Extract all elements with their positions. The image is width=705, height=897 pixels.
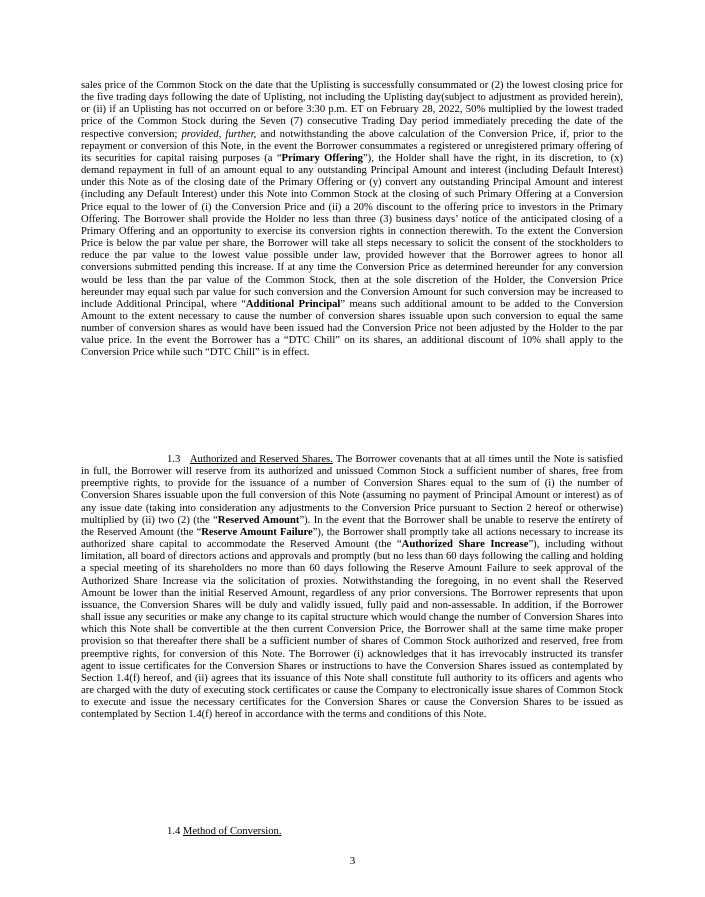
italic-run: provided, further, (181, 128, 257, 140)
defined-term-authorized-share-increase: Authorized Share Increase (401, 539, 529, 551)
text-run: sales price of the Common Stock on the date that the Uplisting is successfully consummated or (2) the lowest closing price for the five trading days following the date of Uplisting, not including the Uplisting day(subject to adjustment as provided herein), or (ii) if an Uplisting has not occurred on or before 3:30 p.m. ET on February 28, 2022, 50% multiplied by the lowest traded price of the Common Stock during the Seven (7) consecutive Trading Day period immediately preceding the date of the respective conversion; (81, 80, 623, 140)
text-run: The Borrower covenants that at all times until the Note is satisfied in full, the Borrower will reserve from its authorized and unissued Common Stock a sufficient number of shares, free from preemptive rights, to provide for the issuance of a number of Conversion Shares equal to the sum of (i) the number of Conversion Shares issuable upon the full conversion of this Note (assuming no payment of Principal Amount or interest) as of any issue date (taking into consideration any adjustments to the Conversion Price pursuant to Section 2 hereof or otherwise) multiplied by (ii) two (2) (the “ (81, 454, 623, 526)
section-title: Method of Conversion. (182, 826, 282, 837)
defined-term-reserve-amount-failure: Reserve Amount Failure (201, 526, 313, 538)
paragraph-conversion-price (81, 80, 623, 360)
page-number: 3 (349, 855, 356, 867)
text-run: ”). In the event that the Borrower shall be unable to reserve the entirety of the Reserved Amount (the “ (81, 514, 623, 538)
text-run: ”), the Holder shall have the right, in its discretion, to (x) demand repayment in full of an amount equal to any outstanding Principal Amount and interest (including Default Interest) under this Note as of the closing date of the Primary Offering or (y) convert any outstanding Principal Amount and interest (including any Default Interest) under this Note into Common Stock at the closing of such Primary Offering at a Conversion Price equal to the lower of (i) the Conversion Price and (ii) a 20% discount to the offering price to investors in the Primary Offering. The Borrower shall provide the Holder no less than three (3) business days’ notice of the anticipated closing of a Primary Offering and an opportunity to exercise its conversion rights in connection therewith. To the extent the Conversion Price is below the par value per share, the Borrower will take all steps necessary to solicit the consent of the stockholders to reduce the par value to the lowest value possible under law, provided however that the Borrower agrees to honor all conversions submitted pending this increase. If at any time the Conversion Price as determined hereunder for any conversion would be less than the par value of the Common Stock, then at the sole discretion of the Holder, the Conversion Price hereunder may equal such par value for such conversion and the Conversion Amount for such conversion may be increased to include Additional Principal, where “ (81, 152, 623, 310)
defined-term-additional-principal: Additional Principal (245, 298, 341, 310)
text-run: and notwithstanding the above calculation of the Conversion Price, if, prior to the repayment or conversion of this Note, in the event the Borrower consummates a registered or unregistered primary offering of its securities for capital raising purposes (a “ (81, 128, 623, 164)
defined-term-primary-offering: Primary Offering (281, 152, 363, 164)
section-title: Authorized and Reserved Shares. (189, 454, 333, 465)
defined-term-reserved-amount: Reserved Amount (217, 514, 300, 526)
section-number: 1.3 (167, 454, 181, 465)
text-run: ”), including without limitation, all board of directors actions and approvals and promptly (but no less than 60 days following the calling and holding a special meeting of its shareholders no more than 60 days following the Reserve Amount Failure to seek approval of the Authorized Share Increase via the solicitation of proxies. Notwithstanding the foregoing, in no event shall the Reserved Amount be lower than the initial Reserved Amount, regardless of any prior conversions. The Borrower represents that upon issuance, the Conversion Shares will be duly and validly issued, fully paid and non-assessable. In addition, if the Borrower shall issue any securities or make any change to its capital structure which would change the number of Conversion Shares into which this Note shall be convertible at the then current Conversion Price, the Borrower shall at the same time make proper provision so that thereafter there shall be a sufficient number of shares of Common Stock authorized and reserved, free from preemptive rights, for conversion of this Note. The Borrower (i) acknowledges that it has irrevocably instructed its transfer agent to issue certificates for the Conversion Shares or instructions to have the Conversion Shares issued as contemplated by Section 1.4(f) hereof, and (ii) agrees that its issuance of this Note shall constitute full authority to its officers and agents who are charged with the duty of executing stock certificates or cause the Company to electronically issue shares of Common Stock to execute and issue the necessary certificates for the Conversion Shares or cause the Conversion Shares to be issued as contemplated by Section 1.4(f) hereof in accordance with the terms and conditions of this Note. (81, 539, 623, 721)
section-1-3-paragraph (81, 454, 623, 721)
section-1-4-heading (167, 826, 281, 838)
text-run: ”), the Borrower shall promptly take all actions necessary to increase its authorized share capital to accommodate the Reserved Amount (the “ (81, 526, 624, 551)
section-number: 1.4 (167, 826, 181, 837)
text-run: ” means such additional amount to be added to the Conversion Amount to the extent necessary to cause the number of conversion shares issuable upon such conversion to equal the same number of conversion shares as would have been issued had the Conversion Price not been adjusted by the Holder to the par value price. In the event the Borrower has a “DTC Chill” on its shares, an additional discount of 10% shall apply to the Conversion Price while such “DTC Chill” is in effect. (81, 298, 624, 359)
